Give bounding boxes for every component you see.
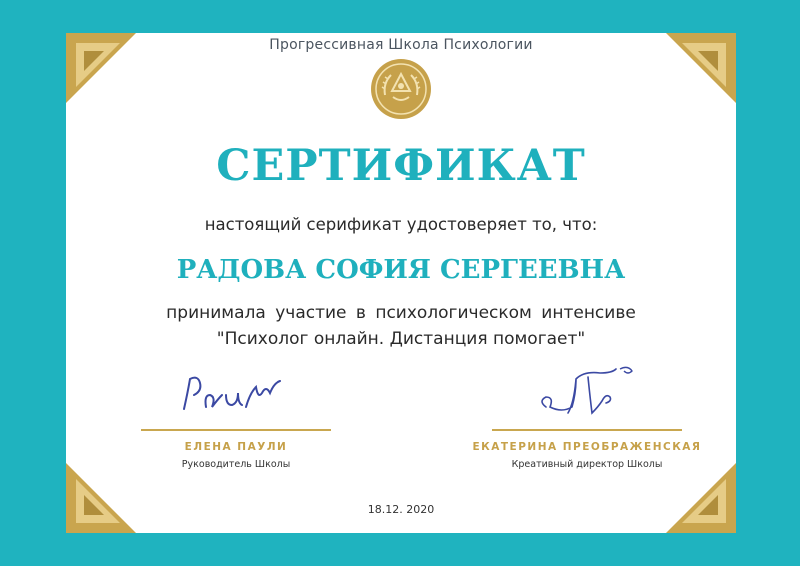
certificate xyxy=(66,33,736,533)
intro-text: настоящий серификат удостоверяет то, что: xyxy=(204,215,598,234)
description-line-1: принимала участие в психологическом интенсиве xyxy=(166,303,636,323)
corner-ornament-bottom-right xyxy=(666,463,736,533)
signatory-right xyxy=(457,429,717,470)
signature-left xyxy=(176,369,296,419)
recipient-name: РАДОВА СОФИЯ СЕРГЕЕВНА xyxy=(176,255,626,285)
certificate-title: СЕРТИФИКАТ xyxy=(216,141,586,191)
description-line-2: "Психолог онлайн. Дистанция помогает" xyxy=(216,329,586,349)
school-emblem-icon xyxy=(369,57,433,121)
signatory-name: ЕЛЕНА ПАУЛИ xyxy=(184,441,288,453)
signatory-left xyxy=(106,429,366,470)
signatory-role: Креативный директор Школы xyxy=(511,459,663,470)
issue-date: 18.12. 2020 xyxy=(367,503,435,516)
corner-ornament-bottom-left xyxy=(66,463,136,533)
signatory-role: Руководитель Школы xyxy=(181,459,291,470)
signature-right xyxy=(532,363,652,423)
signatory-name: ЕКАТЕРИНА ПРЕОБРАЖЕНСКАЯ xyxy=(472,441,702,453)
signature-line xyxy=(492,429,682,431)
school-name: Прогрессивная Школа Психологии xyxy=(269,37,533,53)
signature-line xyxy=(141,429,331,431)
